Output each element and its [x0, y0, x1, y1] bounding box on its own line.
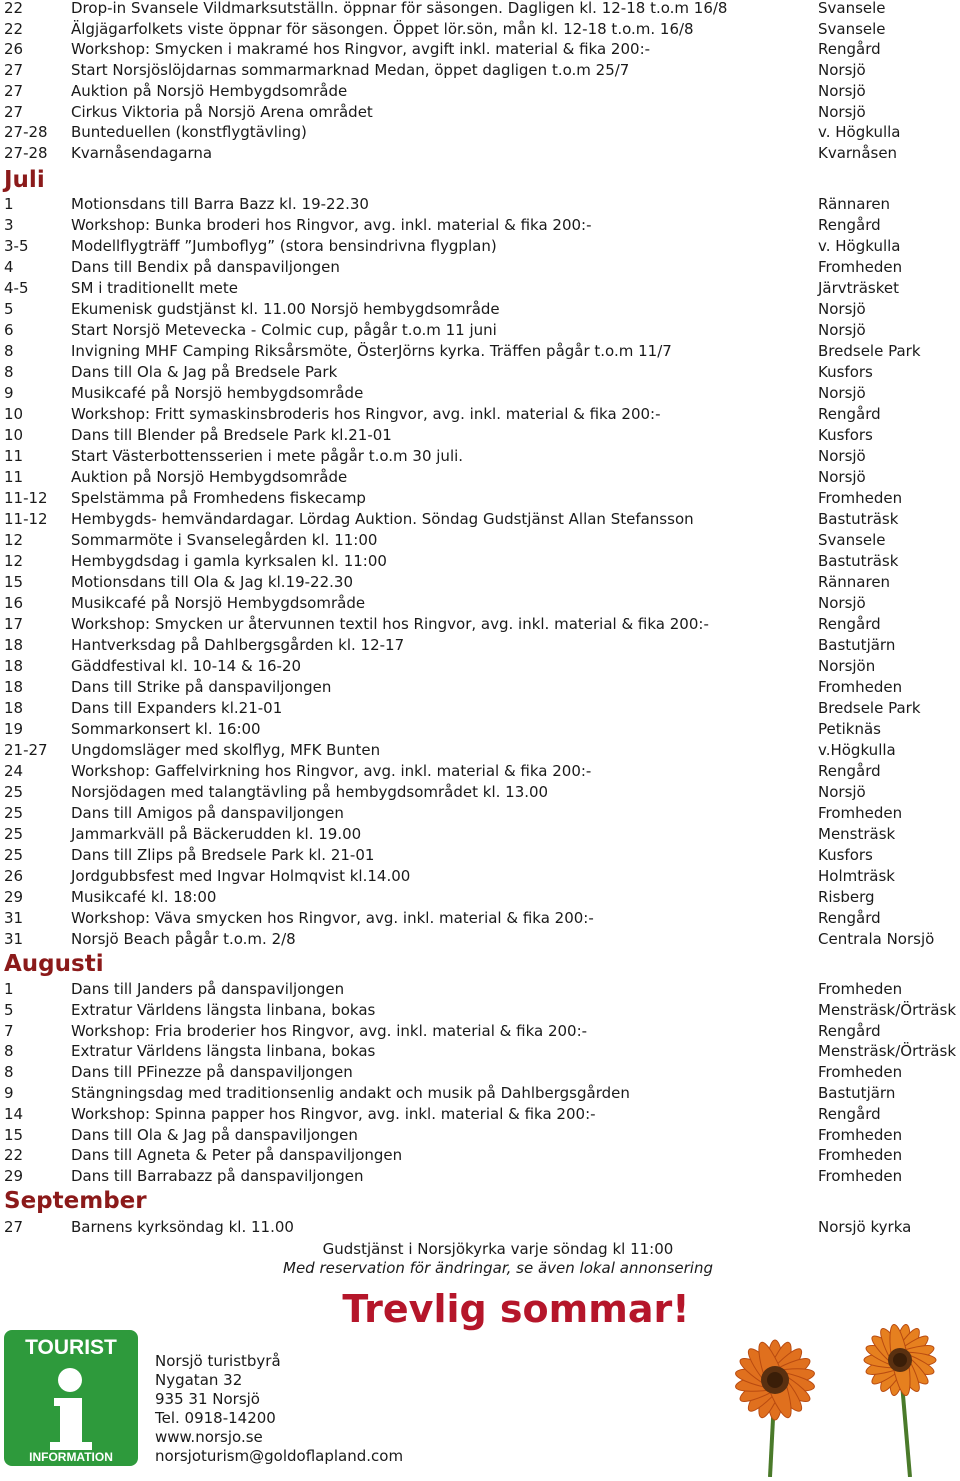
event-place: Risberg: [818, 888, 875, 906]
event-row: [0, 656, 960, 676]
event-date: 3: [4, 216, 14, 234]
event-date: 29: [4, 1167, 24, 1186]
event-row: [0, 1104, 960, 1124]
event-row: [0, 39, 960, 59]
event-row: [0, 404, 960, 424]
event-row: [0, 362, 960, 382]
event-place: Bastuträsk: [818, 552, 899, 570]
event-title: Norsjö Beach pågår t.o.m. 2/8: [71, 930, 296, 948]
event-title: Workshop: Fritt symaskinsbroderis hos Ringvor, avg. inkl. material & fika 200:-: [71, 405, 661, 423]
event-date: 3-5: [4, 237, 29, 255]
event-date: 27: [4, 81, 24, 100]
event-title: Dans till PFinezze på danspaviljongen: [71, 1063, 353, 1082]
event-place: v. Högkulla: [818, 123, 901, 142]
event-title: Ungdomsläger med skolflyg, MFK Bunten: [71, 741, 381, 759]
event-date: 27: [4, 102, 24, 121]
event-date: 21-27: [4, 741, 48, 759]
event-place: Rännaren: [818, 573, 891, 591]
event-title: Cirkus Viktoria på Norsjö Arena området: [71, 102, 373, 121]
event-date: 27: [4, 61, 24, 80]
event-date: 31: [4, 930, 24, 948]
event-row: [0, 509, 960, 529]
event-row: [0, 635, 960, 655]
event-title: Start Västerbottensserien i mete pågår t.o.m 30 juli.: [71, 447, 464, 465]
event-date: 9: [4, 1084, 14, 1102]
event-title: Dans till Agneta & Peter på danspaviljongen: [71, 1146, 403, 1165]
event-place: Kusfors: [818, 846, 873, 864]
event-date: 27-28: [4, 143, 48, 162]
event-date: 17: [4, 615, 24, 633]
event-date: 1: [4, 980, 14, 998]
event-place: Norsjö: [818, 102, 866, 121]
contact-email[interactable]: norsjoturism@goldoflapland.com: [155, 1447, 404, 1465]
event-row: [0, 1041, 960, 1061]
event-title: Barnens kyrksöndag kl. 11.00: [71, 1218, 294, 1236]
event-date: 5: [4, 300, 14, 318]
event-row: [0, 1125, 960, 1145]
event-place: Rengård: [818, 405, 881, 423]
event-date: 27: [4, 1218, 24, 1236]
event-row: [0, 761, 960, 781]
event-title: Workshop: Smycken ur återvunnen textil hos Ringvor, avg. inkl. material & fika 200:-: [71, 615, 709, 633]
event-row: [0, 257, 960, 277]
contact-postal: 935 31 Norsjö: [155, 1390, 260, 1408]
event-place: Bastutjärn: [818, 1084, 896, 1102]
event-row: [0, 1062, 960, 1082]
event-place: Rännaren: [818, 195, 891, 213]
event-date: 1: [4, 195, 14, 213]
event-date: 11: [4, 468, 24, 486]
event-row: [0, 698, 960, 718]
event-date: 18: [4, 699, 24, 717]
event-place: Norsjö: [818, 384, 866, 402]
event-date: 4: [4, 258, 14, 276]
event-date: 14: [4, 1104, 24, 1123]
event-place: Svansele: [818, 0, 886, 17]
event-title: Spelstämma på Fromhedens fiskecamp: [71, 489, 366, 507]
event-row: [0, 866, 960, 886]
event-place: Fromheden: [818, 804, 903, 822]
event-row: [0, 446, 960, 466]
event-date: 11-12: [4, 489, 48, 507]
event-row: [0, 194, 960, 214]
event-place: Rengård: [818, 909, 881, 927]
contact-street: Nygatan 32: [155, 1371, 243, 1389]
event-date: 25: [4, 783, 24, 801]
event-place: Fromheden: [818, 678, 903, 696]
event-place: Mensträsk/Örträsk: [818, 1042, 957, 1061]
event-title: Dans till Janders på danspaviljongen: [71, 980, 345, 998]
event-title: Älgjägarfolkets viste öppnar för säsongen. Öppet lör.sön, mån kl. 12-18 t.o.m. 16/8: [71, 19, 694, 38]
event-row: [0, 845, 960, 865]
event-place: Norsjö: [818, 468, 866, 486]
flower-icon-right: [863, 1323, 936, 1477]
event-title: Hembygds- hemvändardagar. Lördag Auktion. Söndag Gudstjänst Allan Stefansson: [71, 510, 694, 528]
event-row: [0, 1000, 960, 1020]
event-date: 25: [4, 825, 24, 843]
event-date: 5: [4, 1000, 14, 1019]
event-date: 31: [4, 909, 24, 927]
logo-text-top: TOURIST: [25, 1336, 117, 1359]
event-place: Rengård: [818, 762, 881, 780]
event-title: Bunteduellen (konstflygtävling): [71, 123, 307, 142]
event-row: [0, 572, 960, 592]
event-title: Start Norsjöslöjdarnas sommarmarknad Medan, öppet dagligen t.o.m 25/7: [71, 61, 630, 80]
event-title: Dans till Ola & Jag på Bredsele Park: [71, 363, 338, 381]
contact-name: Norsjö turistbyrå: [155, 1352, 281, 1370]
event-place: Norsjö: [818, 321, 866, 339]
event-title: Dans till Zlips på Bredsele Park kl. 21-01: [71, 846, 375, 864]
event-place: Järvträsket: [818, 279, 899, 297]
event-title: Kvarnåsendagarna: [71, 143, 213, 162]
event-date: 18: [4, 657, 24, 675]
event-date: 27-28: [4, 123, 48, 142]
event-title: Workshop: Fria broderier hos Ringvor, avg. inkl. material & fika 200:-: [71, 1021, 588, 1040]
event-row: [0, 782, 960, 802]
event-title: Workshop: Smycken i makramé hos Ringvor, avgift inkl. material & fika 200:-: [71, 40, 651, 59]
event-row: [0, 1083, 960, 1103]
event-date: 25: [4, 846, 24, 864]
event-title: Extratur Världens längsta linbana, bokas: [71, 1042, 376, 1061]
event-row: [0, 551, 960, 571]
event-row: [0, 236, 960, 256]
event-row: [0, 383, 960, 403]
event-title: Sommarkonsert kl. 16:00: [71, 720, 261, 738]
month-heading: Augusti: [4, 951, 104, 977]
event-date: 19: [4, 720, 24, 738]
event-title: Jammarkväll på Bäckerudden kl. 19.00: [71, 825, 362, 843]
event-date: 9: [4, 384, 14, 402]
event-date: 12: [4, 531, 24, 549]
event-title: Invigning MHF Camping Riksårsmöte, ÖsterJörns kyrka. Träffen pågår t.o.m 11/7: [71, 342, 672, 360]
event-place: Norsjö: [818, 81, 866, 100]
event-date: 25: [4, 804, 24, 822]
event-row: [0, 1145, 960, 1165]
event-date: 22: [4, 1146, 24, 1165]
event-place: Norsjö: [818, 447, 866, 465]
event-row: [0, 467, 960, 487]
event-place: Fromheden: [818, 1167, 903, 1186]
event-date: 10: [4, 405, 24, 423]
event-title: Auktion på Norsjö Hembygdsområde: [71, 81, 348, 100]
event-place: Fromheden: [818, 258, 903, 276]
event-title: Hantverksdag på Dahlbergsgården kl. 12-17: [71, 636, 405, 654]
event-row: [0, 740, 960, 760]
month-heading: Juli: [4, 167, 45, 193]
event-date: 22: [4, 0, 24, 17]
event-row: [0, 278, 960, 298]
event-date: 18: [4, 636, 24, 654]
event-title: Workshop: Gaffelvirkning hos Ringvor, avg. inkl. material & fika 200:-: [71, 762, 592, 780]
event-date: 18: [4, 678, 24, 696]
event-date: 8: [4, 1063, 14, 1082]
event-row: [0, 488, 960, 508]
event-title: Jordgubbsfest med Ingvar Holmqvist kl.14.00: [71, 867, 411, 885]
event-title: Musikcafé kl. 18:00: [71, 888, 217, 906]
event-place: Rengård: [818, 1021, 881, 1040]
event-row: [0, 102, 960, 122]
event-title: Dans till Bendix på danspaviljongen: [71, 258, 340, 276]
event-place: Norsjö kyrka: [818, 1218, 912, 1236]
event-place: Norsjö: [818, 61, 866, 80]
event-title: Drop-in Svansele Vildmarksutställn. öppnar för säsongen. Dagligen kl. 12-18 t.o.m 16/8: [71, 0, 728, 17]
event-date: 16: [4, 594, 24, 612]
event-place: Centrala Norsjö: [818, 930, 935, 948]
event-row: [0, 719, 960, 739]
event-place: Rengård: [818, 615, 881, 633]
event-place: Petiknäs: [818, 720, 881, 738]
event-row: [0, 824, 960, 844]
event-title: Auktion på Norsjö Hembygdsområde: [71, 468, 348, 486]
gerbera-flowers-image: [700, 1320, 960, 1477]
event-date: 7: [4, 1021, 14, 1040]
event-date: 29: [4, 888, 24, 906]
event-row: [0, 299, 960, 319]
event-place: Fromheden: [818, 1125, 903, 1144]
flower-icon-left: [734, 1339, 816, 1477]
reservation-note: Med reservation för ändringar, se även lokal annonsering: [283, 1259, 713, 1277]
event-place: Norsjön: [818, 657, 876, 675]
contact-phone: Tel. 0918-14200: [155, 1409, 276, 1427]
event-title: Start Norsjö Metevecka - Colmic cup, pågår t.o.m 11 juni: [71, 321, 497, 339]
event-title: Dans till Amigos på danspaviljongen: [71, 804, 344, 822]
event-place: Rengård: [818, 1104, 881, 1123]
month-heading: September: [4, 1188, 147, 1214]
event-place: Svansele: [818, 531, 886, 549]
event-place: Holmträsk: [818, 867, 895, 885]
event-title: Musikcafé på Norsjö hembygdsområde: [71, 384, 364, 402]
event-title: Gäddfestival kl. 10-14 & 16-20: [71, 657, 302, 675]
event-place: Norsjö: [818, 300, 866, 318]
event-date: 6: [4, 321, 14, 339]
event-place: Norsjö: [818, 783, 866, 801]
event-date: 8: [4, 342, 14, 360]
event-place: Fromheden: [818, 489, 903, 507]
event-row: [0, 1217, 960, 1237]
event-title: Dans till Strike på danspaviljongen: [71, 678, 332, 696]
info-dot-icon: [58, 1368, 82, 1392]
event-row: [0, 1021, 960, 1041]
event-row: [0, 19, 960, 39]
event-date: 26: [4, 40, 24, 59]
church-note: Gudstjänst i Norsjökyrka varje söndag kl 11:00: [322, 1240, 674, 1258]
greeting-title: Trevlig sommar!: [342, 1287, 690, 1331]
event-date: 10: [4, 426, 24, 444]
event-place: Svansele: [818, 19, 886, 38]
event-row: [0, 60, 960, 80]
event-place: Bastuträsk: [818, 510, 899, 528]
event-row: [0, 593, 960, 613]
event-place: Bastutjärn: [818, 636, 896, 654]
event-place: Fromheden: [818, 1146, 903, 1165]
event-row: [0, 1166, 960, 1186]
contact-block: [155, 1352, 403, 1466]
event-title: Ekumenisk gudstjänst kl. 11.00 Norsjö hembygdsområde: [71, 300, 500, 318]
event-row: [0, 320, 960, 340]
event-place: Fromheden: [818, 1063, 903, 1082]
event-row: [0, 530, 960, 550]
event-row: [0, 122, 960, 142]
event-date: 22: [4, 19, 24, 38]
event-row: [0, 215, 960, 235]
event-row: [0, 979, 960, 999]
event-place: Mensträsk/Örträsk: [818, 1000, 957, 1019]
event-title: Modellflygträff ”Jumboflyg” (stora bensindrivna flygplan): [71, 237, 497, 255]
event-date: 8: [4, 1042, 14, 1061]
event-title: Dans till Barrabazz på danspaviljongen: [71, 1167, 364, 1186]
event-date: 24: [4, 762, 24, 780]
event-place: Rengård: [818, 216, 881, 234]
event-title: Dans till Ola & Jag på danspaviljongen: [71, 1125, 358, 1144]
event-date: 15: [4, 573, 24, 591]
event-row: [0, 341, 960, 361]
event-date: 8: [4, 363, 14, 381]
event-date: 11: [4, 447, 24, 465]
contact-web[interactable]: www.norsjo.se: [155, 1428, 263, 1446]
event-place: Kusfors: [818, 426, 873, 444]
event-row: [0, 677, 960, 697]
event-row: [0, 614, 960, 634]
event-place: v.Högkulla: [818, 741, 896, 759]
event-title: SM i traditionellt mete: [71, 279, 238, 297]
logo-text-bottom: INFORMATION: [29, 1450, 113, 1464]
event-date: 26: [4, 867, 24, 885]
event-place: Bredsele Park: [818, 699, 921, 717]
event-place: Rengård: [818, 40, 881, 59]
event-title: Musikcafé på Norsjö Hembygdsområde: [71, 594, 366, 612]
event-date: 11-12: [4, 510, 48, 528]
event-row: [0, 81, 960, 101]
event-row: [0, 887, 960, 907]
event-title: Dans till Expanders kl.21-01: [71, 699, 283, 717]
event-title: Workshop: Bunka broderi hos Ringvor, avg. inkl. material & fika 200:-: [71, 216, 592, 234]
event-row: [0, 803, 960, 823]
event-title: Stängningsdag med traditionsenlig andakt och musik på Dahlbergsgården: [71, 1084, 630, 1102]
event-date: 4-5: [4, 279, 29, 297]
event-title: Workshop: Spinna papper hos Ringvor, avg. inkl. material & fika 200:-: [71, 1104, 596, 1123]
event-title: Motionsdans till Ola & Jag kl.19-22.30: [71, 573, 353, 591]
event-place: Kusfors: [818, 363, 873, 381]
event-date: 15: [4, 1125, 24, 1144]
event-row: [0, 929, 960, 949]
event-row: [0, 0, 960, 18]
event-title: Norsjödagen med talangtävling på hembygdsområdet kl. 13.00: [71, 783, 549, 801]
event-title: Extratur Världens längsta linbana, bokas: [71, 1000, 376, 1019]
event-place: Fromheden: [818, 980, 903, 998]
event-place: Bredsele Park: [818, 342, 921, 360]
event-title: Sommarmöte i Svanselegården kl. 11:00: [71, 531, 378, 549]
event-date: 12: [4, 552, 24, 570]
event-place: Kvarnåsen: [818, 143, 898, 162]
event-row: [0, 143, 960, 163]
event-row: [0, 908, 960, 928]
event-title: Workshop: Väva smycken hos Ringvor, avg. inkl. material & fika 200:-: [71, 909, 594, 927]
event-place: Mensträsk: [818, 825, 896, 843]
event-title: Motionsdans till Barra Bazz kl. 19-22.30: [71, 195, 369, 213]
event-place: Norsjö: [818, 594, 866, 612]
event-title: Hembygdsdag i gamla kyrksalen kl. 11:00: [71, 552, 387, 570]
tourist-information-logo: [4, 1330, 138, 1466]
event-place: v. Högkulla: [818, 237, 901, 255]
event-title: Dans till Blender på Bredsele Park kl.21-01: [71, 426, 392, 444]
event-row: [0, 425, 960, 445]
